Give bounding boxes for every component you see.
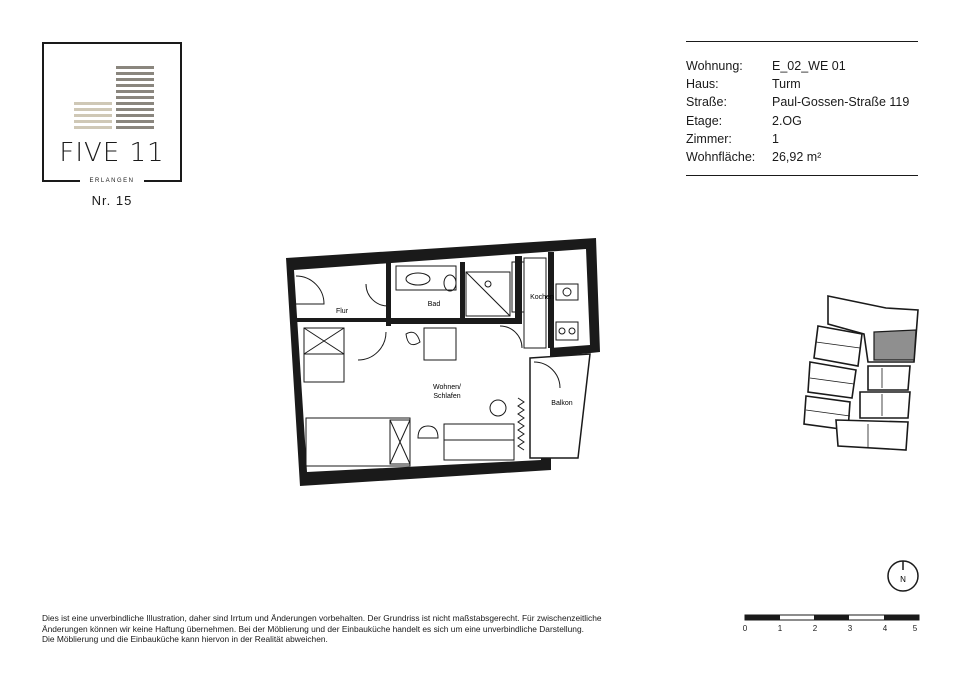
room-label-bad: Bad <box>427 301 441 308</box>
room-label-wohnen: Wohnen/ <box>433 384 461 391</box>
scale-label: 5 <box>912 624 918 633</box>
disclaimer-line: Die Möblierung und die Einbauküche kann hiervon in der Realität abweichen. <box>42 634 328 644</box>
info-value: 1 <box>772 131 779 146</box>
scale-bar-graphic <box>744 612 920 624</box>
info-label: Zimmer: <box>686 131 732 146</box>
info-value: E_02_WE 01 <box>772 59 846 73</box>
info-label: Haus: <box>686 77 719 92</box>
unit-number: Nr. 15 <box>91 193 133 208</box>
compass-label: N <box>900 575 906 584</box>
info-row <box>686 112 918 130</box>
info-value: Paul-Gossen-Straße 119 <box>772 95 910 110</box>
unit-info-table <box>686 41 918 176</box>
scale-label: 1 <box>777 624 783 633</box>
disclaimer-line: Dies ist eine unverbindliche Illustration, daher sind Irrtum und Änderungen vorbehalten. Der Grundriss ist nicht maßstabsgerecht. Für zwischenzeitliche <box>42 613 602 623</box>
info-label: Straße: <box>686 95 727 110</box>
info-row <box>686 93 918 111</box>
info-value: Turm <box>772 77 801 92</box>
scale-label: 2 <box>812 624 818 633</box>
info-row <box>686 75 918 93</box>
info-row <box>686 130 918 148</box>
compass-icon <box>886 559 920 593</box>
logo-text: FIVE 11 <box>59 138 165 168</box>
info-row <box>686 148 918 166</box>
logo <box>42 42 182 182</box>
disclaimer-line: Änderungen können wir keine Haftung übernehmen. Bei der Möblierung und der Einbauküche handelt es sich um eine unverbindliche Darstellung. <box>42 623 584 634</box>
info-row <box>686 57 918 75</box>
info-value: 2.OG <box>772 113 802 128</box>
scale-label: 0 <box>742 624 748 633</box>
room-label-schlafen: Schlafen <box>433 393 461 400</box>
room-label-balkon: Balkon <box>551 400 573 407</box>
scale-label: 4 <box>882 624 888 633</box>
info-label: Wohnung: <box>686 59 743 73</box>
info-value: 26,92 m² <box>772 150 822 165</box>
logo-subtitle: ERLANGEN <box>80 178 144 184</box>
room-label-kochen: Kochen <box>530 294 554 301</box>
info-label: Wohnfläche: <box>686 150 756 165</box>
floor-plan <box>280 228 610 492</box>
info-label: Etage: <box>686 113 723 128</box>
scale-label: 3 <box>847 624 853 633</box>
highlighted-unit <box>874 330 916 360</box>
room-label-flur: Flur <box>335 308 349 315</box>
disclaimer <box>42 613 722 645</box>
building-key-plan <box>798 290 922 454</box>
scale-bar <box>744 612 920 642</box>
